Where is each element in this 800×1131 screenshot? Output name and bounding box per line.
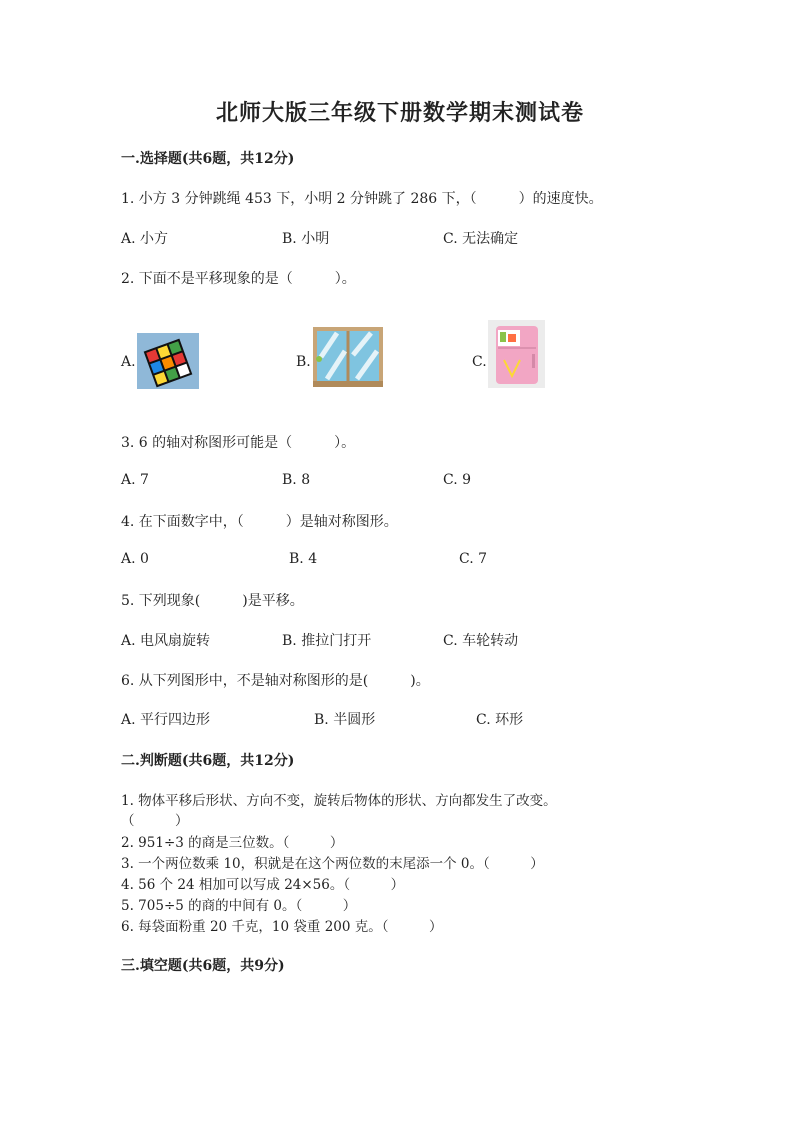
rubiks-cube-image	[137, 333, 199, 389]
judge-2-text: 2. 951÷3 的商是三位数。（ ）	[121, 835, 344, 851]
question-1-stem: 1. 小方 3 分钟跳绳 453 下，小明 2 分钟跳了 286 下，（ ）的速度快。	[121, 191, 603, 207]
question-4-option-b: B. 4	[289, 551, 318, 567]
question-6-stem: 6. 从下列图形中，不是轴对称图形的是( )。	[121, 673, 430, 689]
section-heading-judge: 二.判断题(共6题，共12分)	[121, 753, 295, 769]
question-6-option-c: C. 环形	[476, 712, 524, 728]
question-2-option-c: C.	[472, 354, 487, 370]
question-1-option-c: C. 无法确定	[443, 231, 519, 247]
judge-1-text: 1. 物体平移后形状、方向不变，旋转后物体的形状、方向都发生了改变。	[121, 793, 557, 809]
question-2-stem: 2. 下面不是平移现象的是（ ）。	[121, 271, 356, 287]
sliding-window-image	[313, 327, 383, 387]
judge-6-text: 6. 每袋面粉重 20 千克，10 袋重 200 克。（ ）	[121, 919, 443, 935]
question-4-stem: 4. 在下面数字中，（ ）是轴对称图形。	[121, 514, 398, 530]
question-2-option-b: B.	[296, 354, 311, 370]
question-5-option-b: B. 推拉门打开	[282, 633, 372, 649]
question-4-option-a: A. 0	[121, 551, 149, 567]
section-heading-choice: 一.选择题(共6题，共12分)	[121, 151, 295, 167]
page-title: 北师大版三年级下册数学期末测试卷	[215, 100, 584, 126]
section-heading-fill: 三.填空题(共6题，共9分)	[121, 958, 285, 974]
question-1-option-b: B. 小明	[282, 231, 330, 247]
question-5-option-c: C. 车轮转动	[443, 633, 519, 649]
judge-1-bracket: （ ）	[121, 813, 189, 829]
judge-4-text: 4. 56 个 24 相加可以写成 24×56。（ ）	[121, 877, 405, 893]
question-6-option-a: A. 平行四边形	[121, 712, 211, 728]
question-3-option-b: B. 8	[282, 472, 311, 488]
judge-3-text: 3. 一个两位数乘 10，积就是在这个两位数的末尾添一个 0。（ ）	[121, 856, 544, 872]
question-3-option-a: A. 7	[121, 472, 149, 488]
question-5-option-a: A. 电风扇旋转	[121, 633, 211, 649]
judge-5-text: 5. 705÷5 的商的中间有 0。（ ）	[121, 898, 357, 914]
question-5-stem: 5. 下列现象( )是平移。	[121, 593, 304, 609]
refrigerator-image	[488, 320, 545, 388]
question-3-option-c: C. 9	[443, 472, 472, 488]
question-4-option-c: C. 7	[459, 551, 488, 567]
question-2-option-a: A.	[121, 354, 136, 370]
question-6-option-b: B. 半圆形	[314, 712, 376, 728]
question-3-stem: 3. 6 的轴对称图形可能是（ ）。	[121, 435, 356, 451]
question-1-option-a: A. 小方	[121, 231, 169, 247]
